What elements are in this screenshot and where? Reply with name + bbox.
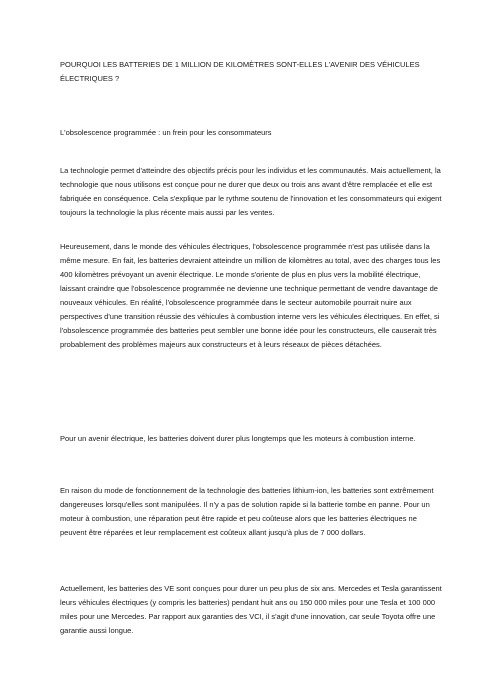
paragraph-electric-vehicles: Heureusement, dans le monde des véhicules électriques, l'obsolescence programmée n'est pas utilisée dans la même mesure. En fait, les batteries devraient atteindre un million de kilomètres au total, avec des charges tous les 400 kilomètres prévoyant un avenir électrique. Le monde s'oriente de plus en plus vers la mobilité électrique, laissant craindre que l'obsolescence programmée ne devienne une technique permettant de vendre davantage de nouveaux véhicules. En réalité, l'obsolescence programmée dans le secteur automobile pourrait nuire aux perspectives d'une transition réussie des véhicules à combustion interne vers les véhicules électriques. En effet, si l'obsolescence programmée des batteries peut sembler une bonne idée pour les constructeurs, elle causerait très probablement des problèmes majeurs aux constructeurs et à leurs réseaux de pièces détachées. <box>60 242 441 349</box>
paragraph-lithium-ion: En raison du mode de fonctionnement de la technologie des batteries lithium-ion, les batteries sont extrêmement dangereuses lorsqu'elles sont manipulées. Il n'y a pas de solution rapide si la batterie tombe en panne. Pour un moteur à combustion, une réparation peut être rapide et peu coûteuse alors que les batteries électriques ne peuvent être réparées et leur remplacement est coûteux allant jusqu'à plus de 7 000 dollars. <box>60 486 434 537</box>
section-heading: L'obsolescence programmée : un frein pour les consommateurs <box>60 128 272 137</box>
section-heading-electric-future: Pour un avenir électrique, les batteries doivent durer plus longtemps que les moteurs à combustion interne. <box>60 434 416 443</box>
paragraph-warranty: Actuellement, les batteries des VE sont conçues pour durer un peu plus de six ans. Mercedes et Tesla garantissent leurs véhicules électriques (y compris les batteries) pendant huit ans ou 150 000 miles pour une Tesla et 100 000 miles pour une Mercedes. Par rapport aux garanties des VCI, il s'agit d'une innovation, car seule Toyota offre une garantie aussi longue. <box>60 584 442 635</box>
paragraph-technology: La technologie permet d'atteindre des objectifs précis pour les individus et les communautés. Mais actuellement, la technologie que nous utilisons est conçue pour ne durer que deux ou trois ans avant d'être remplacée et elle est fabriquée en conséquence. Cela s'explique par le rythme soutenu de l'innovation et les consommateurs qui exigent toujours la technologie la plus récente mais aussi par les ventes. <box>60 166 442 217</box>
document-title: POURQUOI LES BATTERIES DE 1 MILLION DE KILOMÈTRES SONT-ELLES L'AVENIR DES VÉHICULES ÉLECTRIQUES ? <box>60 60 420 83</box>
